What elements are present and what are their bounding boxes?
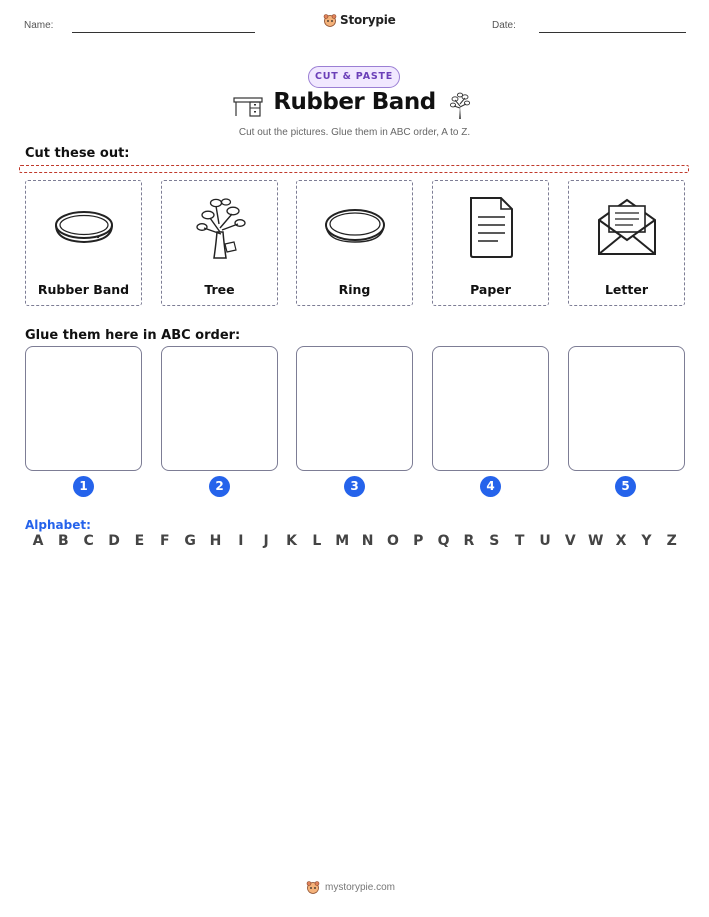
- cut-card-label: Paper: [470, 282, 511, 297]
- alphabet-letter: P: [413, 533, 424, 549]
- cut-card-tree[interactable]: [161, 180, 278, 306]
- tree-icon: [192, 194, 248, 260]
- alphabet-letter: X: [615, 533, 627, 549]
- cut-line: [19, 165, 689, 173]
- cut-card-ring[interactable]: [296, 180, 413, 306]
- alphabet-letter: Z: [666, 533, 677, 549]
- instructions: Cut out the pictures. Glue them in ABC order, A to Z.: [238, 127, 471, 138]
- alphabet-letter: L: [312, 533, 322, 549]
- alphabet-letter: R: [463, 533, 475, 549]
- glue-slot-5[interactable]: [568, 346, 685, 471]
- alphabet-letter: D: [108, 533, 120, 549]
- cut-card-letter[interactable]: [568, 180, 685, 306]
- alphabet-letter: I: [238, 533, 244, 549]
- cut-card-rubber-band[interactable]: [25, 180, 142, 306]
- glue-section-title: Glue them here in ABC order:: [25, 328, 241, 343]
- name-label: Name:: [24, 20, 54, 31]
- storypie-mascot-icon: [306, 880, 320, 894]
- letter-envelope-icon: [595, 196, 659, 258]
- cut-paste-tag: CUT & PASTE: [308, 66, 400, 88]
- cut-card-label: Letter: [604, 282, 649, 297]
- alphabet-letter: B: [58, 533, 69, 549]
- alphabet-letter: F: [159, 533, 170, 549]
- cut-section-title: Cut these out:: [25, 146, 130, 161]
- storypie-mascot-icon: [323, 13, 337, 27]
- alphabet-title: Alphabet:: [25, 518, 91, 532]
- alphabet-letter: V: [564, 533, 576, 549]
- date-line[interactable]: [539, 32, 686, 33]
- slot-number-badge: 2: [209, 476, 230, 497]
- alphabet-letter: J: [263, 533, 269, 549]
- slot-number-badge: 1: [73, 476, 94, 497]
- alphabet-letter: G: [184, 533, 196, 549]
- alphabet-letter: W: [587, 533, 604, 549]
- alphabet-letter: K: [286, 533, 297, 549]
- glue-slot-2[interactable]: [161, 346, 278, 471]
- slot-number-badge: 5: [615, 476, 636, 497]
- alphabet-letter: C: [83, 533, 94, 549]
- alphabet-letter: A: [32, 533, 44, 549]
- glue-slot-3[interactable]: [296, 346, 413, 471]
- footer-url[interactable]: mystorypie.com: [325, 881, 396, 893]
- cut-card-paper[interactable]: [432, 180, 549, 306]
- alphabet-letter: T: [514, 533, 525, 549]
- ring-icon: [322, 202, 388, 252]
- paper-icon: [466, 195, 516, 259]
- alphabet-letter: Q: [437, 533, 450, 549]
- slot-number-badge: 3: [344, 476, 365, 497]
- alphabet-letter: O: [386, 533, 399, 549]
- footer: [306, 880, 395, 894]
- cut-card-label: Rubber Band: [37, 282, 130, 297]
- page-title: Rubber Band: [273, 89, 436, 115]
- glue-slot-4[interactable]: [432, 346, 549, 471]
- alphabet-letter: U: [539, 533, 551, 549]
- alphabet-letter: M: [335, 533, 350, 549]
- alphabet-letter: H: [209, 533, 222, 549]
- name-line[interactable]: [72, 32, 255, 33]
- alphabet-letter: Y: [641, 533, 652, 549]
- tree-decor-icon: [448, 92, 472, 120]
- alphabet-letter: S: [489, 533, 500, 549]
- cut-card-label: Ring: [338, 282, 371, 297]
- date-label: Date:: [492, 20, 516, 31]
- brand-name: Storypie: [340, 13, 396, 27]
- slot-number-badge: 4: [480, 476, 501, 497]
- alphabet-letter: N: [361, 533, 374, 549]
- glue-slot-1[interactable]: [25, 346, 142, 471]
- brand-logo: [323, 13, 396, 27]
- alphabet-letter: E: [134, 533, 145, 549]
- rubber-band-icon: [52, 202, 116, 252]
- cut-card-label: Tree: [204, 282, 235, 297]
